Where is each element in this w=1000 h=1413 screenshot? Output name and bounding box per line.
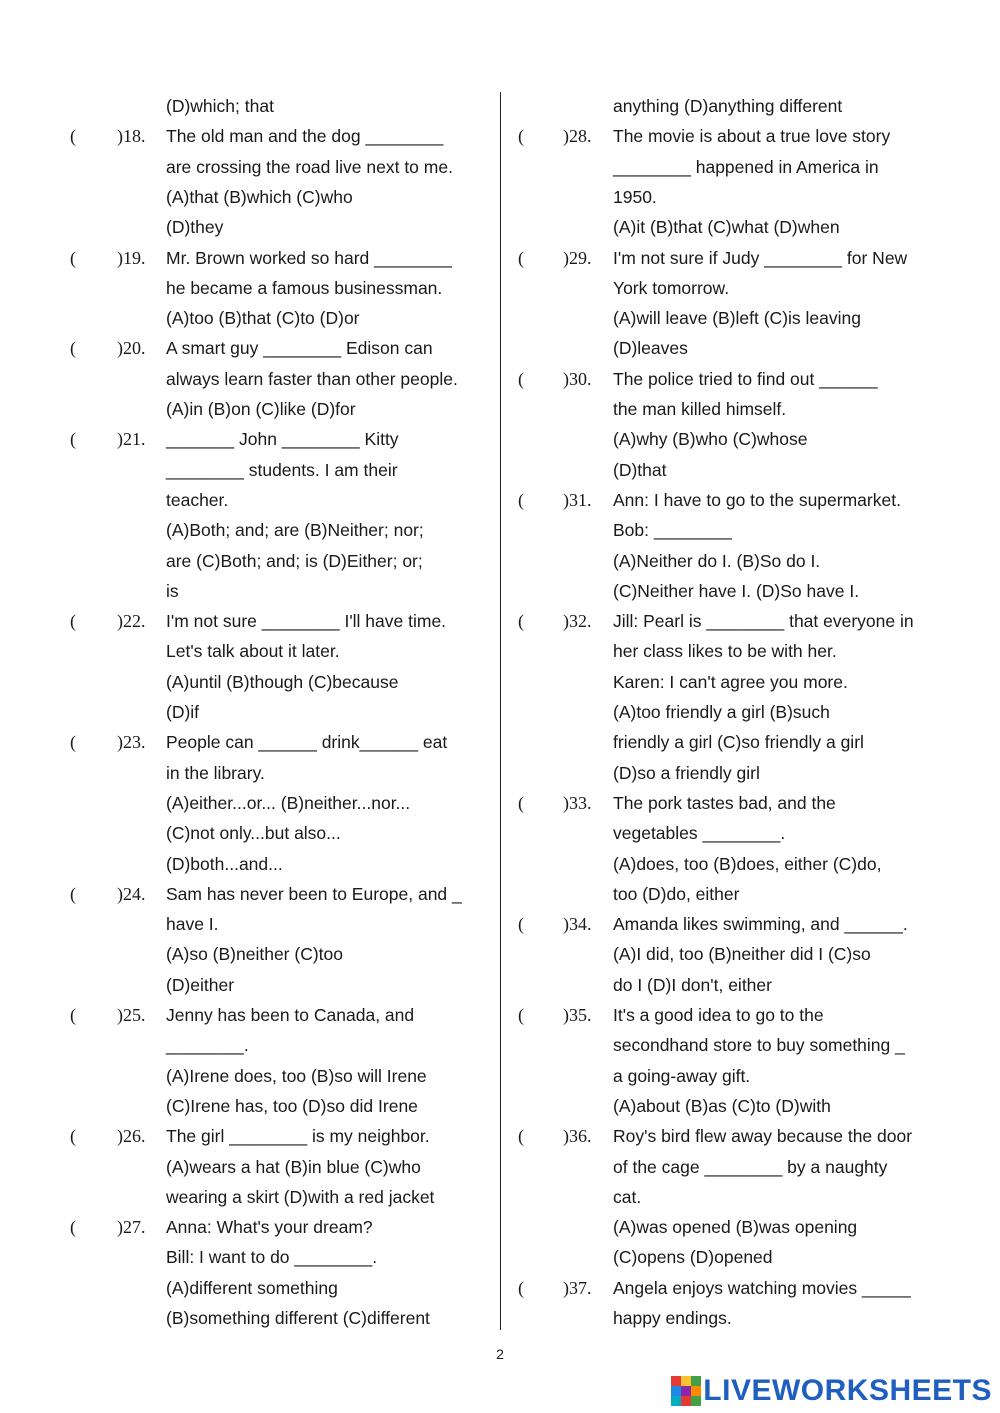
text-line: (A)why (B)who (C)whose [613, 429, 808, 450]
answer-blank[interactable]: ( [518, 489, 524, 510]
question-number: )20. [117, 338, 146, 359]
text-line: (A)about (B)as (C)to (D)with [613, 1095, 831, 1116]
text-line: (C)not only...but also... [166, 823, 341, 844]
text-line: The old man and the dog ________ [166, 126, 444, 147]
text-line: the man killed himself. [613, 399, 787, 419]
text-line: (A)that (B)which (C)who [166, 186, 353, 207]
text-line: Roy's bird flew away because the door [613, 1126, 913, 1147]
text-line: (A)so (B)neither (C)too [166, 944, 343, 965]
logo-text: LIVEWORKSHEETS [703, 1374, 992, 1407]
text-line: It's a good idea to go to the [613, 1005, 824, 1025]
text-line: in the library. [166, 762, 265, 783]
answer-blank[interactable]: ( [70, 1126, 76, 1147]
text-line: do I (D)I don't, either [613, 974, 772, 995]
text-line: York tomorrow. [613, 277, 730, 298]
text-line: he became a famous businessman. [166, 277, 443, 298]
answer-blank[interactable]: ( [70, 1217, 76, 1238]
text-line: (A)it (B)that (C)what (D)when [613, 217, 840, 238]
answer-blank[interactable]: ( [518, 611, 524, 632]
answer-blank[interactable]: ( [518, 1277, 524, 1298]
text-line: anything (D)anything different [613, 96, 843, 116]
question-number: )25. [117, 1005, 146, 1025]
text-line: The pork tastes bad, and the [613, 792, 836, 813]
answer-blank[interactable]: ( [70, 247, 76, 268]
text-line: (D)both...and... [166, 853, 283, 874]
text-line: Mr. Brown worked so hard ________ [166, 247, 452, 268]
text-line: Jenny has been to Canada, and [166, 1005, 415, 1025]
question-number: )37. [563, 1277, 592, 1298]
text-line: (A)Irene does, too (B)so will Irene [166, 1065, 427, 1086]
text-line: (A)was opened (B)was opening [613, 1217, 858, 1238]
text-line: teacher. [166, 489, 229, 510]
answer-blank[interactable]: ( [70, 732, 76, 753]
text-line: (A)wears a hat (B)in blue (C)who [166, 1156, 421, 1177]
text-line: are (C)Both; and; is (D)Either; or; [166, 550, 423, 571]
text-line: (D)if [166, 702, 200, 722]
text-line: a going-away gift. [613, 1065, 751, 1086]
text-line: cat. [613, 1186, 642, 1207]
answer-blank[interactable]: ( [70, 126, 76, 147]
text-line: (C)opens (D)opened [613, 1247, 773, 1268]
text-line: (D)leaves [613, 338, 688, 359]
answer-blank[interactable]: ( [518, 247, 524, 268]
text-line: Anna: What's your dream? [166, 1217, 373, 1238]
question-number: )30. [563, 368, 592, 389]
text-line: (C)Irene has, too (D)so did Irene [166, 1095, 418, 1116]
text-line: (A)different something [166, 1277, 338, 1298]
text-line: (A)does, too (B)does, either (C)do, [613, 853, 882, 874]
text-line: (D)so a friendly girl [613, 762, 760, 783]
text-line: A smart guy ________ Edison can [166, 338, 433, 359]
text-line: friendly a girl (C)so friendly a girl [613, 732, 864, 753]
text-line: Karen: I can't agree you more. [613, 671, 848, 692]
question-number: )26. [117, 1126, 146, 1147]
text-line: (A)until (B)though (C)because [166, 671, 399, 692]
answer-blank[interactable]: ( [70, 883, 76, 904]
column-divider [500, 92, 501, 1330]
answer-blank[interactable]: ( [518, 1005, 524, 1025]
text-line: too (D)do, either [613, 883, 740, 904]
text-line: Amanda likes swimming, and ______. [613, 914, 908, 935]
text-line: ________ happened in America in [613, 156, 879, 177]
text-line: I'm not sure ________ I'll have time. [166, 611, 447, 632]
text-line: her class likes to be with her. [613, 641, 837, 662]
text-line: Angela enjoys watching movies _____ [613, 1277, 911, 1298]
text-line: (A)in (B)on (C)like (D)for [166, 399, 356, 419]
question-number: )36. [563, 1126, 592, 1147]
text-line: (A)Both; and; are (B)Neither; nor; [166, 520, 424, 541]
text-line: (D)either [166, 974, 235, 995]
text-line: secondhand store to buy something _ [613, 1035, 905, 1056]
page-number: 2 [496, 1346, 504, 1362]
text-line: ________ students. I am their [166, 459, 398, 480]
answer-blank[interactable]: ( [518, 368, 524, 389]
text-line: always learn faster than other people. [166, 368, 458, 389]
question-number: )31. [563, 489, 592, 510]
text-line: (A)too (B)that (C)to (D)or [166, 308, 360, 329]
text-line: (A)will leave (B)left (C)is leaving [613, 308, 861, 329]
answer-blank[interactable]: ( [518, 1126, 524, 1147]
text-line: happy endings. [613, 1308, 732, 1328]
question-number: )35. [563, 1005, 592, 1025]
answer-blank[interactable]: ( [70, 611, 76, 632]
question-number: )28. [563, 126, 592, 147]
text-line: ________. [166, 1035, 249, 1056]
question-number: )27. [117, 1217, 146, 1238]
text-line: wearing a skirt (D)with a red jacket [166, 1186, 435, 1207]
answer-blank[interactable]: ( [518, 792, 524, 813]
logo-grid-icon [671, 1376, 701, 1406]
text-line: Ann: I have to go to the supermarket. [613, 489, 901, 510]
question-number: )29. [563, 247, 592, 268]
text-line: (D)which; that [166, 96, 274, 116]
text-line: (A)too friendly a girl (B)such [613, 702, 830, 722]
text-line: (A)either...or... (B)neither...nor... [166, 792, 411, 813]
question-number: )34. [563, 914, 592, 935]
text-line: Bill: I want to do ________. [166, 1247, 378, 1268]
liveworksheets-logo[interactable] [671, 1374, 992, 1408]
question-number: )32. [563, 611, 592, 632]
text-line: (A)Neither do I. (B)So do I. [613, 550, 821, 571]
text-line: _______ John ________ Kitty [166, 429, 399, 450]
answer-blank[interactable]: ( [518, 126, 524, 147]
text-line: have I. [166, 914, 219, 935]
text-line: People can ______ drink______ eat [166, 732, 448, 753]
text-line: are crossing the road live next to me. [166, 156, 453, 177]
text-line: The movie is about a true love story [613, 126, 891, 147]
text-line: (B)something different (C)different [166, 1308, 430, 1328]
text-line: Jill: Pearl is ________ that everyone in [613, 611, 914, 632]
text-line: is [166, 580, 179, 601]
text-line: (D)that [613, 459, 667, 480]
answer-blank[interactable]: ( [70, 429, 76, 450]
question-number: )22. [117, 611, 146, 632]
answer-blank[interactable]: ( [518, 914, 524, 935]
question-number: )23. [117, 732, 146, 753]
question-number: )24. [117, 883, 146, 904]
text-line: vegetables ________. [613, 823, 786, 844]
text-line: The girl ________ is my neighbor. [166, 1126, 430, 1147]
text-line: 1950. [613, 186, 657, 207]
text-line: Sam has never been to Europe, and _ [166, 883, 462, 904]
text-line: (C)Neither have I. (D)So have I. [613, 580, 860, 601]
text-line: Let's talk about it later. [166, 641, 340, 662]
question-number: )18. [117, 126, 146, 147]
text-line: I'm not sure if Judy ________ for New [613, 247, 908, 268]
text-line: Bob: ________ [613, 520, 732, 541]
text-line: of the cage ________ by a naughty [613, 1156, 888, 1177]
text-line: (D)they [166, 217, 224, 238]
question-number: )19. [117, 247, 146, 268]
text-line: (A)I did, too (B)neither did I (C)so [613, 944, 871, 965]
answer-blank[interactable]: ( [70, 338, 76, 359]
question-number: )33. [563, 792, 592, 813]
answer-blank[interactable]: ( [70, 1005, 76, 1025]
text-line: The police tried to find out ______ [613, 368, 878, 389]
question-number: )21. [117, 429, 146, 450]
